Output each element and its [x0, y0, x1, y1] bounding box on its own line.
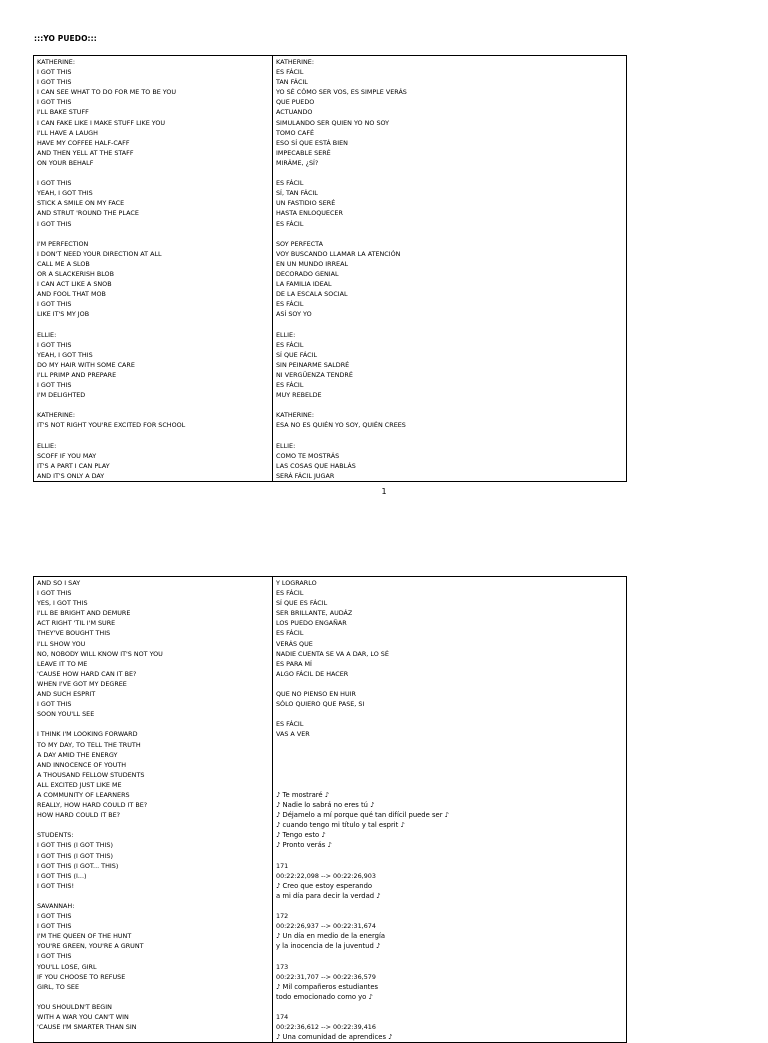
lyric-line: SCOFF IF YOU MAY: [37, 451, 97, 460]
lyric-line: ES FÁCIL: [276, 179, 304, 188]
lyric-line: THEY'VE BOUGHT THIS: [37, 629, 111, 638]
lyric-line: 'CAUSE I'M SMARTER THAN SIN: [37, 1023, 137, 1032]
lyric-line: KATHERINE:: [276, 411, 314, 420]
lyrics-table-page-1: [33, 55, 627, 482]
lyric-line: I CAN ACT LIKE A SNOB: [37, 280, 112, 289]
lyric-line: ES PARA MÍ: [276, 659, 312, 668]
lyric-line: [276, 1002, 623, 1012]
lyric-line: DO MY HAIR WITH SOME CARE: [37, 360, 135, 369]
lyric-line: I GOT THIS!: [37, 881, 75, 890]
lyric-line: ♪ Déjamelo a mí porque qué tan difícil puede ser ♪: [276, 811, 449, 820]
lyric-line: LAS COSAS QUE HABLÁS: [276, 461, 356, 470]
lyric-line: I GOT THIS: [37, 300, 72, 309]
lyric-line: I'LL PRIMP AND PREPARE: [37, 370, 117, 379]
lyric-line: [276, 750, 623, 760]
lyric-line: MIRÁME, ¿SÍ?: [276, 158, 319, 167]
lyric-line: [276, 229, 623, 239]
lyric-line: CALL ME A SLOB: [37, 259, 90, 268]
lyric-line: I GOT THIS: [37, 589, 72, 598]
lyric-line: I GOT THIS: [37, 179, 72, 188]
lyric-line: I'LL SHOW YOU: [37, 639, 86, 648]
lyric-line: ES FÁCIL: [276, 629, 304, 638]
lyrics-table-page-2: [33, 576, 627, 1043]
lyric-line: ASÍ SOY YO: [276, 310, 312, 319]
lyric-line: [276, 168, 623, 178]
lyric-line: YOU SHOULDN'T BEGIN: [37, 1002, 112, 1011]
lyric-line: [276, 770, 623, 780]
lyric-line: NO, NOBODY WILL KNOW IT'S NOT YOU: [37, 649, 163, 658]
lyric-line: 173: [276, 962, 289, 971]
lyric-line: AND INNOCENCE OF YOUTH: [37, 760, 127, 769]
lyric-line: I GOT THIS: [37, 952, 72, 961]
lyric-line: ELLIE:: [276, 330, 296, 339]
lyric-line: ♪ Nadie lo sabrá no eres tú ♪: [276, 801, 375, 810]
lyric-line: ES FÁCIL: [276, 381, 304, 389]
lyric-line: KATHERINE:: [37, 411, 75, 420]
lyric-line: NI VERGÜENZA TENDRÉ: [276, 370, 353, 379]
lyric-line: a mi día para decir la verdad ♪: [276, 891, 381, 900]
lyric-line: NADIE CUENTA SE VA A DAR, LO SÉ: [276, 649, 389, 658]
lyric-line: ♪ Pronto verás ♪: [276, 841, 332, 850]
lyric-line: ESA NO ES QUIÉN YO SOY, QUIÉN CREES: [276, 421, 406, 430]
lyric-line: GIRL, TO SEE: [37, 982, 79, 991]
lyric-line: [37, 430, 269, 440]
lyric-line: I GOT THIS (I...): [37, 871, 87, 880]
lyric-line: AND SUCH ESPRIT: [37, 690, 96, 699]
lyric-line: [276, 430, 623, 440]
lyric-line: HASTA ENLOQUECER: [276, 209, 343, 218]
lyric-line: 'CAUSE HOW HARD CAN IT BE?: [37, 669, 137, 678]
lyric-line: [37, 319, 269, 329]
lyric-line: I DON'T NEED YOUR DIRECTION AT ALL: [37, 249, 162, 258]
lyric-line: YOU'RE GREEN, YOU'RE A GRUNT: [37, 942, 144, 951]
lyric-line: I GOT THIS (I GOT THIS): [37, 841, 113, 850]
lyric-line: VERÁS QUE: [276, 639, 313, 648]
lyric-line: [276, 780, 623, 790]
lyric-line: ALL EXCITED JUST LIKE ME: [37, 780, 122, 789]
lyric-line: I CAN SEE WHAT TO DO FOR ME TO BE YOU: [37, 88, 177, 97]
lyric-line: ELLIE:: [276, 441, 296, 450]
lyric-line: SAVANNAH:: [37, 902, 75, 910]
lyric-line: SOY PERFECTA: [276, 239, 323, 248]
lyric-line: IF YOU CHOOSE TO REFUSE: [37, 972, 126, 981]
lyric-line: I THINK I'M LOOKING FORWARD: [37, 730, 138, 739]
lyric-line: I GOT THIS (I GOT... THIS): [37, 861, 119, 870]
lyric-line: ACT RIGHT 'TIL I'M SURE: [37, 619, 116, 628]
lyric-line: 00:22:31,707 --> 00:22:36,579: [276, 972, 376, 981]
lyric-line: QUE PUEDO: [276, 98, 315, 107]
spanish-lyrics-column: [273, 56, 627, 482]
lyric-line: SÍ QUE FÁCIL: [276, 350, 318, 359]
lyric-line: [37, 820, 269, 830]
lyric-line: IT'S NOT RIGHT YOU'RE EXCITED FOR SCHOOL: [37, 421, 186, 430]
lyric-line: ♪ Tengo esto ♪: [276, 831, 326, 840]
lyric-line: ON YOUR BEHALF: [37, 158, 94, 167]
lyric-line: TAN FÁCIL: [276, 78, 308, 87]
lyric-line: I GOT THIS: [37, 219, 72, 228]
lyric-line: I GOT THIS: [37, 912, 72, 921]
english-lyrics-column: [34, 56, 273, 482]
lyric-line: I GOT THIS: [37, 340, 72, 349]
lyric-line: SIN PEINARME SALDRÉ: [276, 360, 350, 369]
lyric-line: A DAY AMID THE ENERGY: [37, 750, 118, 759]
lyric-line: ES FÁCIL: [276, 219, 304, 228]
spanish-lyrics-column: [273, 577, 627, 1043]
lyric-line: ♪ Creo que estoy esperando: [276, 881, 373, 890]
lyric-line: ESO SÍ QUE ESTÁ BIEN: [276, 138, 348, 147]
lyric-line: I'LL BAKE STUFF: [37, 108, 89, 117]
lyric-line: AND THEN YELL AT THE STAFF: [37, 148, 134, 157]
lyric-line: [276, 851, 623, 861]
lyric-line: I GOT THIS: [37, 68, 72, 77]
lyric-line: I GOT THIS: [37, 381, 72, 389]
lyric-line: [276, 319, 623, 329]
lyric-line: ♪ Un día en medio de la energía: [276, 932, 386, 941]
lyric-line: todo emocionado como yo ♪: [276, 992, 373, 1001]
english-lyrics-column: [34, 577, 273, 1043]
lyric-line: A THOUSAND FELLOW STUDENTS: [37, 770, 145, 779]
lyric-line: ES FÁCIL: [276, 589, 304, 598]
lyric-line: LEAVE IT TO ME: [37, 659, 88, 668]
lyric-line: YEAH, I GOT THIS: [37, 350, 93, 359]
lyric-line: LIKE IT'S MY JOB: [37, 310, 90, 319]
lyric-line: HOW HARD COULD IT BE?: [37, 811, 121, 820]
lyric-line: ES FÁCIL: [276, 300, 304, 309]
lyric-line: ♪ cuando tengo mi título y tal esprit ♪: [276, 821, 405, 830]
lyric-line: SÍ, TAN FÁCIL: [276, 189, 318, 198]
lyric-line: SER BRILLANTE, AUDÁZ: [276, 609, 353, 618]
lyric-line: EN UN MUNDO IRREAL: [276, 259, 349, 268]
lyric-line: A COMMUNITY OF LEARNERS: [37, 790, 130, 799]
lyric-line: AND IT'S ONLY A DAY: [37, 471, 105, 480]
lyric-line: [37, 891, 269, 901]
page-number: 1: [381, 487, 387, 496]
lyric-line: ♪ Te mostraré ♪: [276, 790, 330, 799]
lyric-line: 00:22:36,612 --> 00:22:39,416: [276, 1023, 376, 1032]
lyric-line: 174: [276, 1013, 289, 1022]
lyric-line: QUE NO PIENSO EN HUIR: [276, 690, 356, 699]
lyric-line: [276, 679, 623, 689]
lyric-line: ELLIE:: [37, 441, 57, 450]
lyric-line: WHEN I'VE GOT MY DEGREE: [37, 679, 127, 688]
lyric-line: VAS A VER: [276, 730, 310, 739]
lyric-line: 171: [276, 861, 289, 870]
lyric-line: COMO TE MOSTRÁS: [276, 451, 340, 460]
lyric-line: I CAN FAKE LIKE I MAKE STUFF LIKE YOU: [37, 118, 166, 127]
lyric-line: YES, I GOT THIS: [37, 599, 88, 608]
lyric-line: [37, 992, 269, 1002]
lyric-line: YEAH, I GOT THIS: [37, 189, 93, 198]
lyric-line: y la inocencia de la juventud ♪: [276, 942, 381, 951]
lyric-line: SIMULANDO SER QUIEN YO NO SOY: [276, 118, 390, 127]
lyric-line: [37, 719, 269, 729]
lyric-line: IMPECABLE SERÉ: [276, 148, 331, 157]
lyric-line: AND STRUT 'ROUND THE PLACE: [37, 209, 139, 218]
lyric-line: 00:22:22,098 --> 00:22:26,903: [276, 871, 376, 880]
lyric-line: [276, 901, 623, 911]
lyric-line: [276, 951, 623, 961]
lyric-line: ALGO FÁCIL DE HACER: [276, 669, 349, 678]
lyric-line: STICK A SMILE ON MY FACE: [37, 199, 125, 208]
lyric-line: [37, 229, 269, 239]
lyric-line: Y LOGRARLO: [276, 579, 317, 587]
lyric-line: AND SO I SAY: [37, 579, 81, 587]
lyric-line: ES FÁCIL: [276, 340, 304, 349]
lyric-line: TOMO CAFÉ: [276, 128, 315, 137]
lyric-line: YOU'LL LOSE, GIRL: [37, 962, 97, 971]
lyric-line: I GOT THIS: [37, 700, 72, 709]
lyric-line: I'M DELIGHTED: [37, 391, 86, 400]
lyric-line: I'LL BE BRIGHT AND DEMURE: [37, 609, 131, 618]
lyric-line: I'M THE QUEEN OF THE HUNT: [37, 932, 132, 941]
lyric-line: 00:22:26,937 --> 00:22:31,674: [276, 922, 376, 931]
lyric-line: [37, 400, 269, 410]
lyric-line: SERÁ FÁCIL JUGAR: [276, 471, 335, 480]
lyric-line: I GOT THIS (I GOT THIS): [37, 851, 113, 860]
lyric-line: SOON YOU'LL SEE: [37, 710, 95, 719]
lyric-line: KATHERINE:: [37, 58, 75, 66]
lyric-line: YO SÉ CÓMO SER VOS, ES SIMPLE VERÁS: [276, 88, 407, 97]
lyric-line: IT'S A PART I CAN PLAY: [37, 461, 110, 470]
lyric-line: 172: [276, 912, 289, 921]
lyric-line: ACTUANDO: [276, 108, 313, 117]
lyric-line: I GOT THIS: [37, 78, 72, 87]
lyric-line: I'LL HAVE A LAUGH: [37, 128, 98, 137]
lyric-line: DE LA ESCALA SOCIAL: [276, 290, 348, 299]
lyric-line: LA FAMILIA IDEAL: [276, 280, 332, 289]
lyric-line: [276, 400, 623, 410]
lyric-line: [276, 709, 623, 719]
lyric-line: AND FOOL THAT MOB: [37, 290, 106, 299]
lyric-line: I GOT THIS: [37, 922, 72, 931]
lyric-line: OR A SLACKERISH BLOB: [37, 269, 114, 278]
lyric-line: VOY BUSCANDO LLAMAR LA ATENCIÓN: [276, 249, 401, 258]
lyric-line: SÓLO QUIERO QUE PASE, SI: [276, 700, 365, 709]
lyric-line: WITH A WAR YOU CAN'T WIN: [37, 1013, 129, 1022]
lyric-line: [276, 760, 623, 770]
lyric-line: HAVE MY COFFEE HALF-CAFF: [37, 138, 130, 147]
lyric-line: DECORADO GENIAL: [276, 269, 339, 278]
lyric-line: ♪ Mil compañeros estudiantes: [276, 982, 379, 991]
lyric-line: ES FÁCIL: [276, 68, 304, 77]
lyric-line: REALLY, HOW HARD COULD IT BE?: [37, 801, 148, 810]
lyric-line: SÍ QUE ES FÁCIL: [276, 599, 328, 608]
lyric-line: I GOT THIS: [37, 98, 72, 107]
lyric-line: [276, 740, 623, 750]
lyric-line: ES FÁCIL: [276, 720, 304, 729]
lyric-line: ELLIE:: [37, 330, 57, 339]
lyric-line: STUDENTS:: [37, 831, 74, 840]
lyric-line: KATHERINE:: [276, 58, 314, 66]
lyric-line: I'M PERFECTION: [37, 239, 89, 248]
document-title: :::YO PUEDO:::: [34, 34, 97, 43]
lyric-line: UN FASTIDIO SERÉ: [276, 199, 336, 208]
lyric-line: ♪ Una comunidad de aprendices ♪: [276, 1033, 393, 1042]
lyric-line: TO MY DAY, TO TELL THE TRUTH: [37, 740, 141, 749]
lyric-line: LOS PUEDO ENGAÑAR: [276, 619, 347, 628]
lyric-line: [37, 168, 269, 178]
lyric-line: MUY REBELDE: [276, 391, 322, 400]
